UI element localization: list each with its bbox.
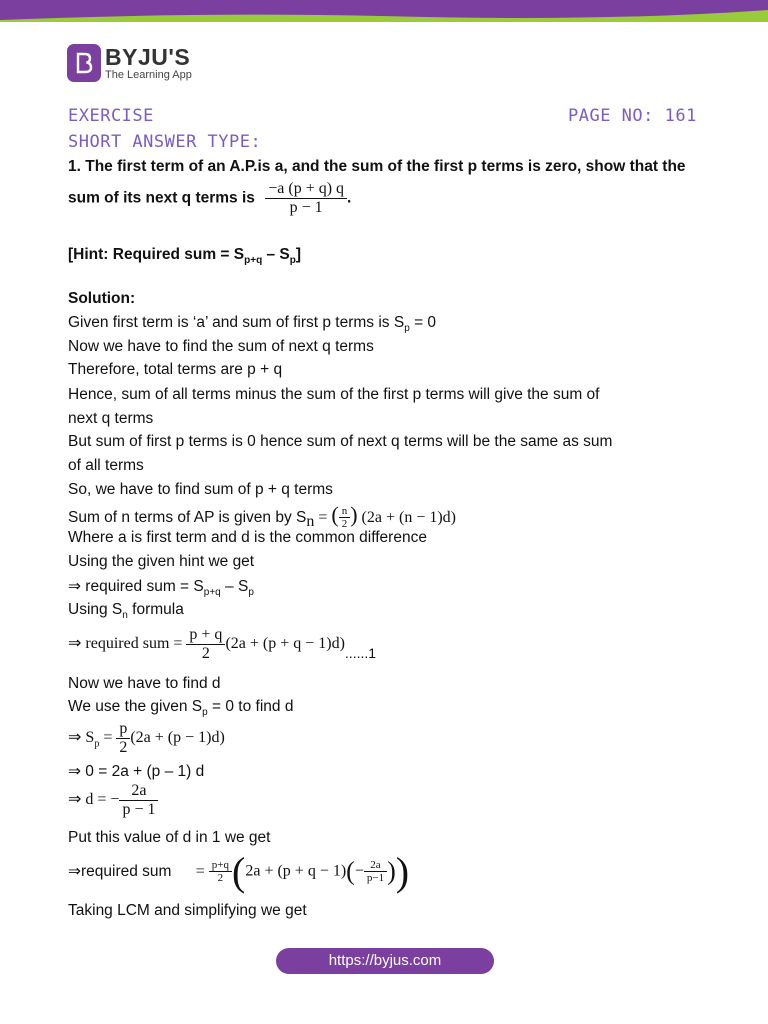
solution-line: Taking LCM and simplifying we get bbox=[68, 902, 307, 919]
brand-logo bbox=[67, 44, 192, 82]
question-fraction: $\frac{-a (p + q) q}{p - 1}$ bbox=[265, 180, 347, 217]
question-type-heading: SHORT ANSWER TYPE: bbox=[68, 132, 262, 152]
solution-line: We use the given $S_p = 0$ to find d bbox=[68, 698, 294, 719]
solution-line: Now we have to find d bbox=[68, 675, 221, 692]
solution-line: Hence, sum of all terms minus the sum of the first p terms will give the sum of bbox=[68, 386, 600, 403]
solution-line: ⇒ 0 = 2a + (p – 1) d bbox=[68, 763, 205, 780]
question-line-2: sum of its next q terms is $\frac{-a (p + q) q}{p - 1}$ . bbox=[68, 180, 352, 216]
solution-line: Using $S_n$ formula bbox=[68, 601, 184, 622]
solution-line: Now we have to find the sum of next q terms bbox=[68, 338, 374, 355]
byjus-logo-icon bbox=[67, 44, 101, 82]
equation-required-sum: ⇒required sum = $\frac{p+q}{2}$ (2a + (p + q − 1)(− $\frac{2a}{p-1}$ )) bbox=[68, 849, 410, 894]
top-banner bbox=[0, 0, 768, 22]
page-number: PAGE NO: 161 bbox=[568, 106, 697, 126]
brand-name: BYJU'S bbox=[105, 44, 191, 70]
question-line-1: 1. The first term of an A.P.is a, and the sum of the first p terms is zero, show that the bbox=[68, 158, 686, 175]
solution-line: Therefore, total terms are p + q bbox=[68, 361, 283, 378]
solution-line: ⇒ required sum = $S_{p+q} - S_p$ bbox=[68, 578, 254, 599]
equation-1: ⇒ required sum = $\frac{p + q}{2}$ (2a + (p + q − 1)d)......1 bbox=[68, 626, 377, 662]
solution-label: Solution: bbox=[68, 290, 136, 307]
equation-sp: ⇒ $S_p$ = $\frac{p}{2}$ (2a + (p − 1)d) bbox=[68, 720, 225, 756]
solution-line: Put this value of d in 1 we get bbox=[68, 829, 271, 846]
solution-line: Where a is first term and d is the common difference bbox=[68, 529, 427, 546]
solution-line: But sum of first p terms is 0 hence sum of next q terms will be the same as sum bbox=[68, 433, 613, 450]
section-heading: EXERCISE bbox=[68, 106, 154, 126]
hint-line: [Hint: Required sum = $S_{p+q} - S_p$] bbox=[68, 246, 302, 267]
equation-d: ⇒ d = − $\frac{2a}{p - 1}$ bbox=[68, 782, 158, 819]
solution-line: Given first term is ‘a’ and sum of first p terms is $S_p = 0$ bbox=[68, 314, 437, 335]
brand-tagline: The Learning App bbox=[105, 69, 192, 81]
solution-line: Using the given hint we get bbox=[68, 553, 255, 570]
solution-line: of all terms bbox=[68, 457, 144, 474]
footer-url-link[interactable]: https://byjus.com bbox=[276, 948, 494, 974]
solution-line: So, we have to find sum of p + q terms bbox=[68, 481, 333, 498]
solution-line: Sum of n terms of AP is given by $S_n$ = ( $\frac{n}{2}$ ) (2a + (n − 1)d) bbox=[68, 502, 457, 531]
solution-line: next q terms bbox=[68, 410, 154, 427]
